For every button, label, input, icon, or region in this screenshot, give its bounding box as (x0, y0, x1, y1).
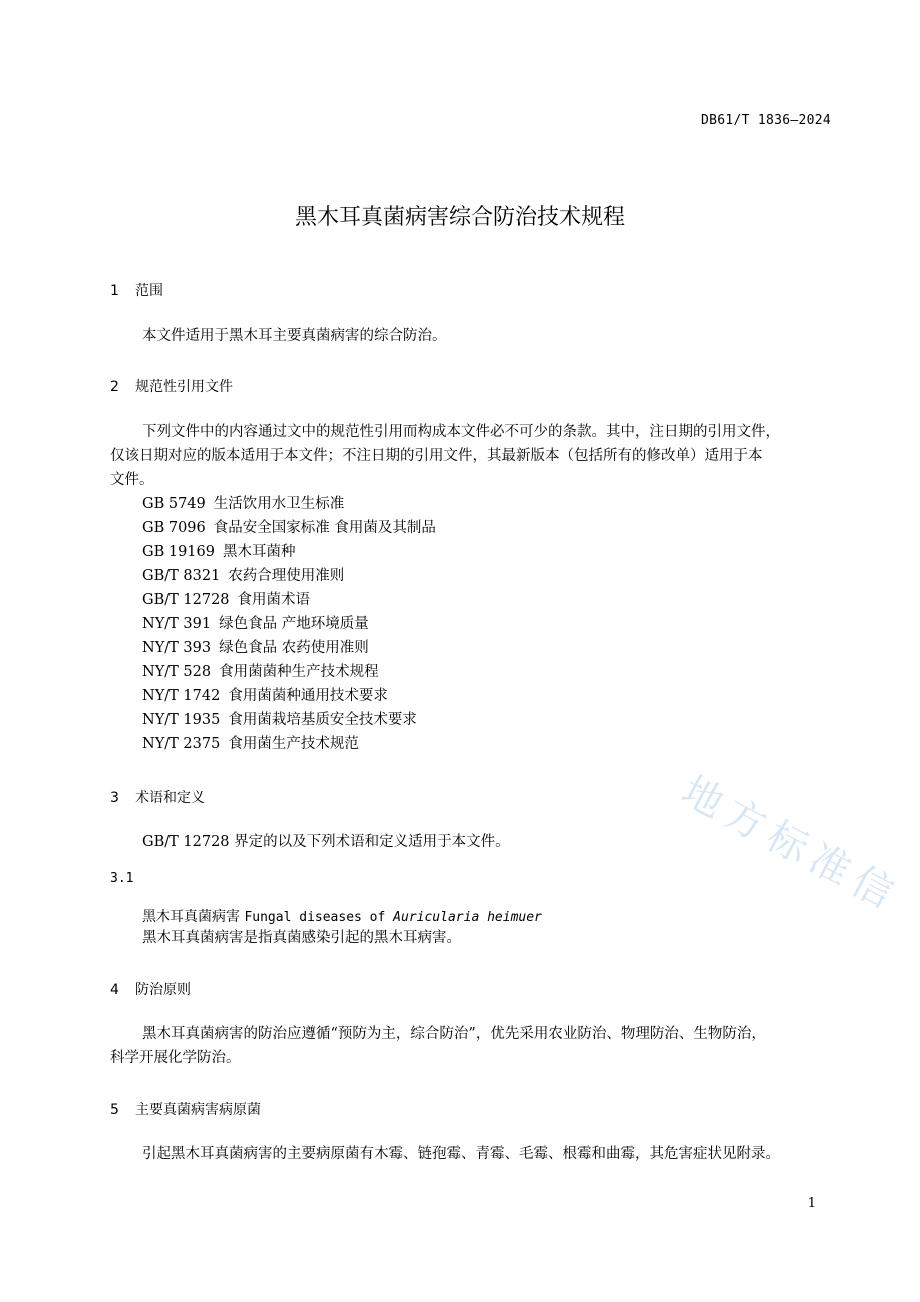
section-2-intro-line-3: 文件。 (110, 472, 154, 488)
term-chinese: 黑木耳真菌病害 (142, 909, 240, 925)
reference-item: NY/T 393 绿色食品 农药使用准则 (142, 640, 369, 656)
section-2-intro-line-2: 仅该日期对应的版本适用于本文件；不注日期的引用文件，其最新版本（包括所有的修改单）适用于本 (110, 448, 763, 464)
section-number: 5 (110, 1102, 119, 1118)
section-number: 2 (110, 379, 119, 395)
section-number: 3 (110, 790, 119, 806)
page-number: 1 (807, 1196, 816, 1211)
section-4-line-2: 科学开展化学防治。 (110, 1050, 241, 1066)
section-title: 术语和定义 (135, 790, 205, 806)
watermark-text: 地方标准信 (674, 767, 908, 922)
document-title: 黑木耳真菌病害综合防治技术规程 (294, 205, 625, 230)
section-3-heading (110, 787, 205, 807)
reference-item: NY/T 2375 食用菌生产技术规范 (142, 736, 359, 752)
section-5-body: 引起黑木耳真菌病害的主要病原菌有木霉、链孢霉、青霉、毛霉、根霉和曲霉，其危害症状见附录。 (142, 1146, 780, 1162)
section-4-line-1: 黑木耳真菌病害的防治应遵循“预防为主，综合防治”，优先采用农业防治、物理防治、生物防治， (142, 1026, 766, 1042)
section-1-heading (110, 280, 163, 300)
section-title: 防治原则 (135, 982, 191, 998)
term-definition: 黑木耳真菌病害是指真菌感染引起的黑木耳病害。 (142, 930, 461, 946)
reference-item: NY/T 1742 食用菌菌种通用技术要求 (142, 688, 388, 704)
section-1-body: 本文件适用于黑木耳主要真菌病害的综合防治。 (142, 328, 447, 344)
section-number: 4 (110, 982, 119, 998)
subsection-number: 3.1 (110, 871, 134, 886)
section-5-heading (110, 1099, 261, 1119)
section-title: 主要真菌病害病原菌 (135, 1102, 261, 1118)
term-entry (142, 906, 542, 926)
reference-item: NY/T 391 绿色食品 产地环境质量 (142, 616, 369, 632)
section-2-heading (110, 376, 233, 396)
reference-item: GB 7096 食品安全国家标准 食用菌及其制品 (142, 520, 436, 536)
section-title: 规范性引用文件 (135, 379, 233, 395)
section-2-intro-line-1: 下列文件中的内容通过文中的规范性引用而构成本文件必不可少的条款。其中，注日期的引用文件， (142, 424, 780, 440)
reference-item: NY/T 528 食用菌菌种生产技术规程 (142, 664, 379, 680)
reference-item: GB/T 12728 食用菌术语 (142, 592, 311, 608)
section-number: 1 (110, 283, 119, 299)
section-title: 范围 (135, 283, 163, 299)
term-english: Fungal diseases of Auricularia heimuer (244, 910, 542, 925)
reference-item: GB/T 8321 农药合理使用准则 (142, 568, 345, 584)
section-3-body: GB/T 12728 界定的以及下列术语和定义适用于本文件。 (142, 834, 510, 850)
reference-item: GB 19169 黑木耳菌种 (142, 544, 296, 560)
reference-item: NY/T 1935 食用菌栽培基质安全技术要求 (142, 712, 417, 728)
section-4-heading (110, 979, 191, 999)
reference-item: GB 5749 生活饮用水卫生标准 (142, 496, 345, 512)
document-code: DB61/T 1836—2024 (700, 113, 831, 128)
